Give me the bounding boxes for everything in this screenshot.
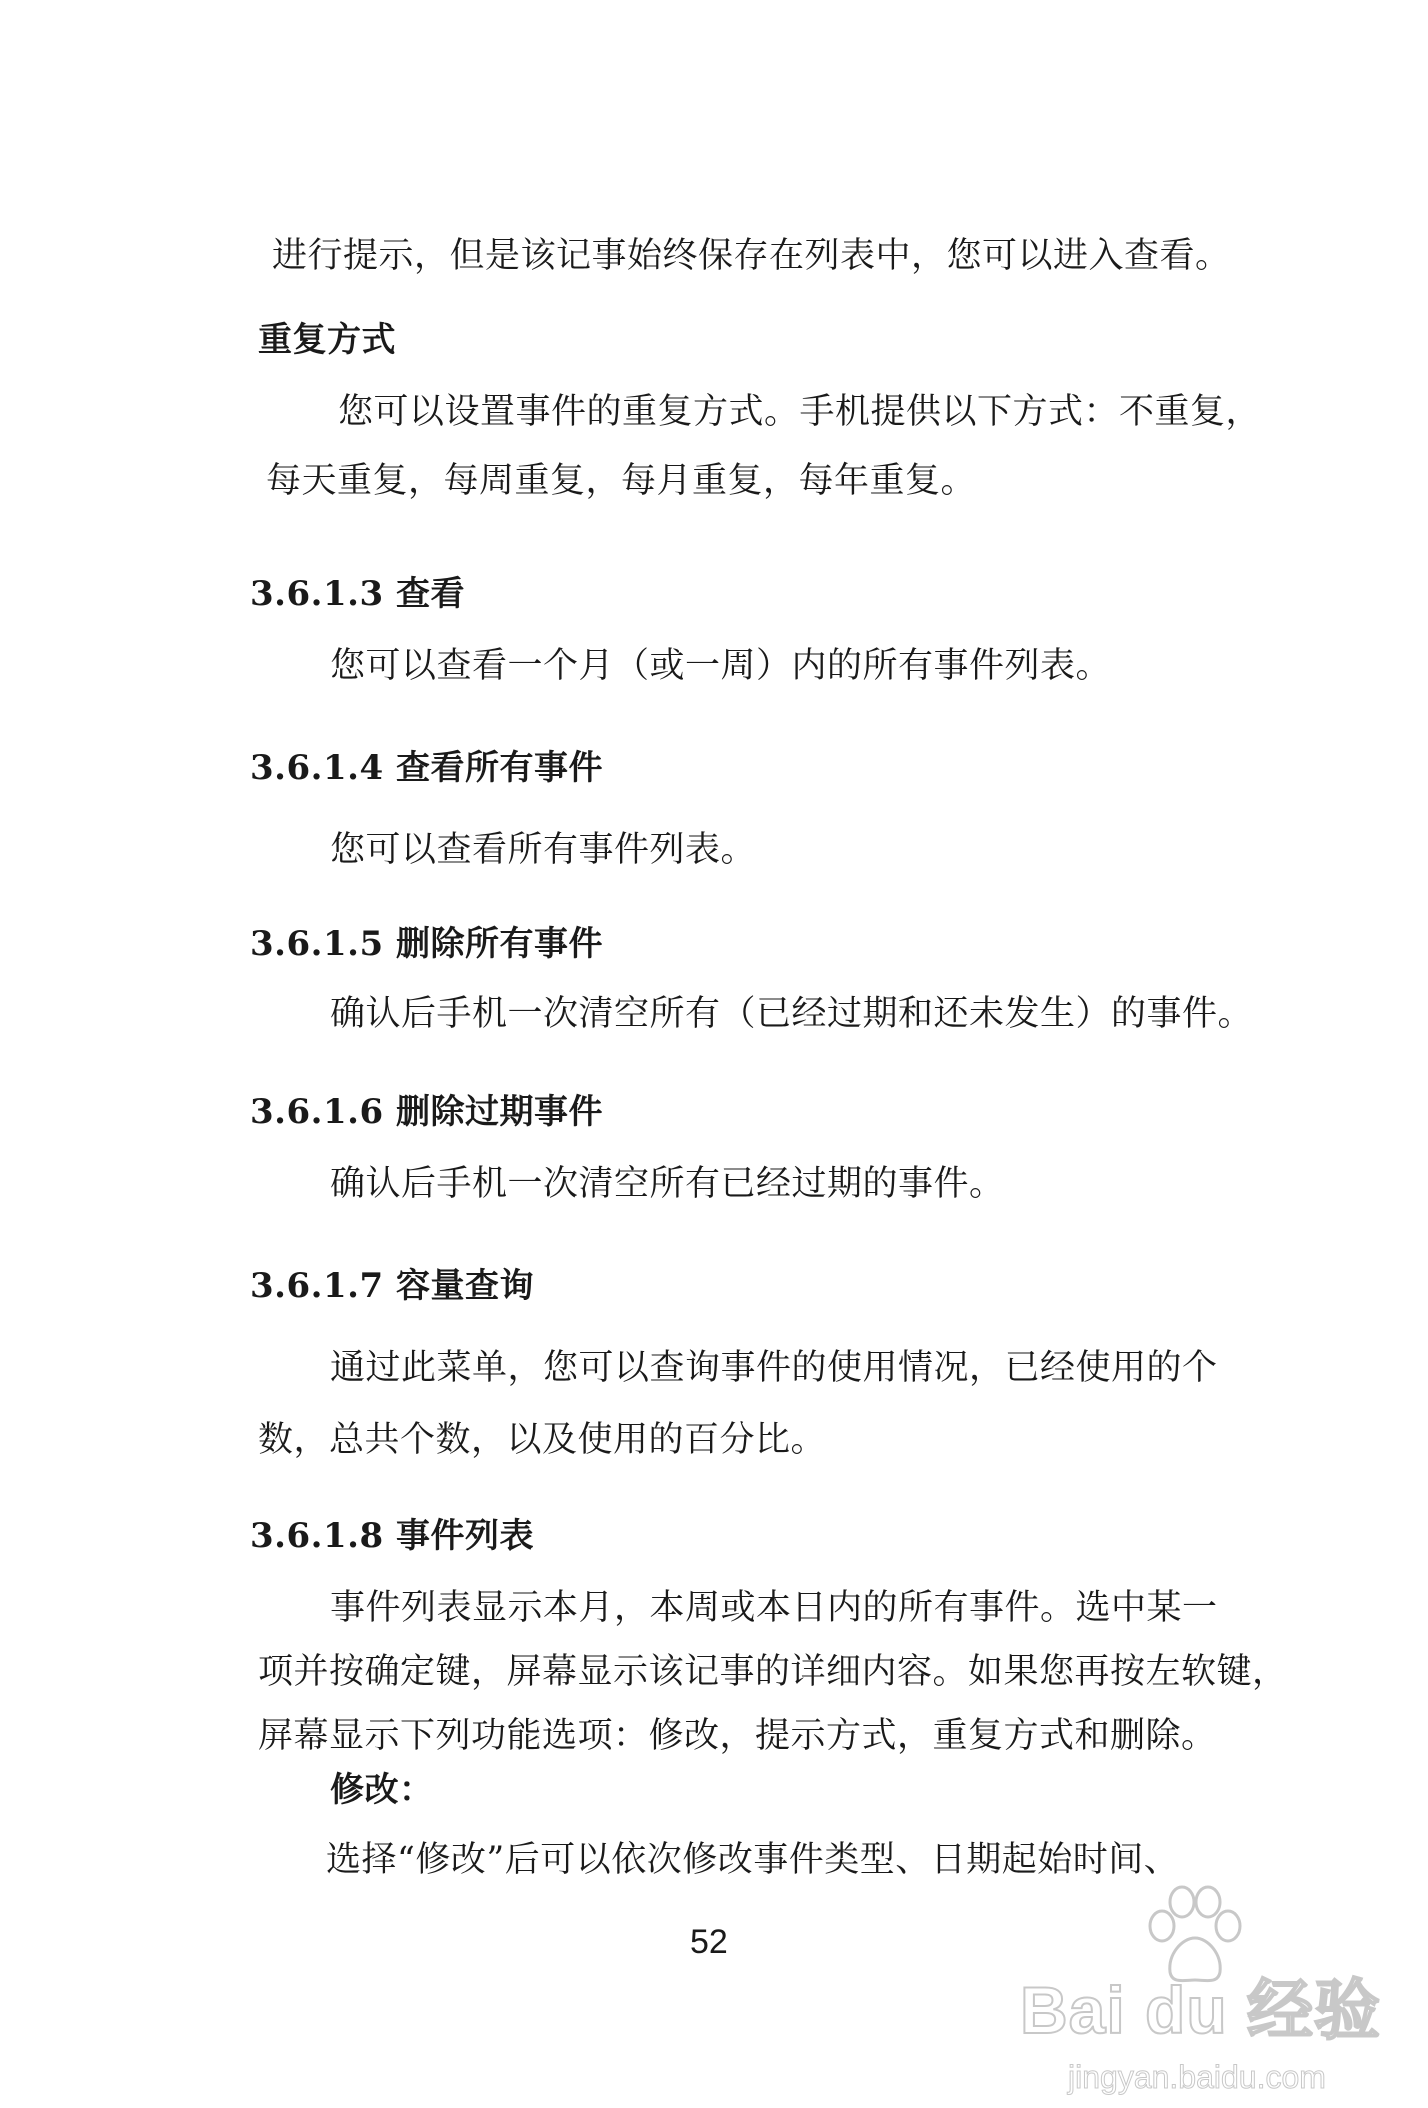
- page-number: 52: [690, 1923, 728, 1961]
- watermark-url: jingyan.baidu.com: [1068, 2059, 1326, 2095]
- paragraph-line: 事件列表显示本月，本周或本日内的所有事件。选中某一: [330, 1588, 1218, 1628]
- paragraph-line: 进行提示，但是该记事始终保存在列表中，您可以进入查看。: [272, 236, 1231, 276]
- section-heading-3618: 3.6.1.8 事件列表: [250, 1516, 534, 1556]
- section-heading-3616: 3.6.1.6 删除过期事件: [250, 1092, 603, 1132]
- paragraph-line: 通过此菜单，您可以查询事件的使用情况，已经使用的个: [330, 1348, 1218, 1388]
- paragraph-line: 确认后手机一次清空所有（已经过期和还未发生）的事件。: [330, 994, 1254, 1034]
- section-heading-3615: 3.6.1.5 删除所有事件: [250, 924, 603, 964]
- section-heading-3617: 3.6.1.7 容量查询: [250, 1266, 534, 1306]
- paragraph-line: 数，总共个数，以及使用的百分比。: [258, 1420, 827, 1460]
- paragraph-line: 确认后手机一次清空所有已经过期的事件。: [330, 1164, 1005, 1204]
- paragraph-line: 每天重复，每周重复，每月重复，每年重复。: [266, 461, 977, 501]
- paragraph-line: 选择“修改”后可以依次修改事件类型、日期起始时间、: [326, 1840, 1180, 1880]
- paragraph-line: 项并按确定键，屏幕显示该记事的详细内容。如果您再按左软键，: [258, 1652, 1288, 1692]
- paragraph-line: 您可以设置事件的重复方式。手机提供以下方式：不重复，: [338, 392, 1262, 432]
- watermark-brand: Bai du 经验: [1020, 1973, 1382, 2047]
- baidu-watermark: [1020, 1880, 1420, 2100]
- paragraph-line: 您可以查看一个月（或一周）内的所有事件列表。: [330, 646, 1112, 686]
- subheading-modify: 修改：: [330, 1770, 434, 1810]
- section-heading-3614: 3.6.1.4 查看所有事件: [250, 748, 603, 788]
- paragraph-line: 您可以查看所有事件列表。: [330, 830, 757, 870]
- section-heading-repeat-mode: 重复方式: [258, 320, 396, 360]
- section-heading-3613: 3.6.1.3 查看: [250, 574, 465, 614]
- paragraph-line: 屏幕显示下列功能选项：修改，提示方式，重复方式和删除。: [258, 1716, 1217, 1756]
